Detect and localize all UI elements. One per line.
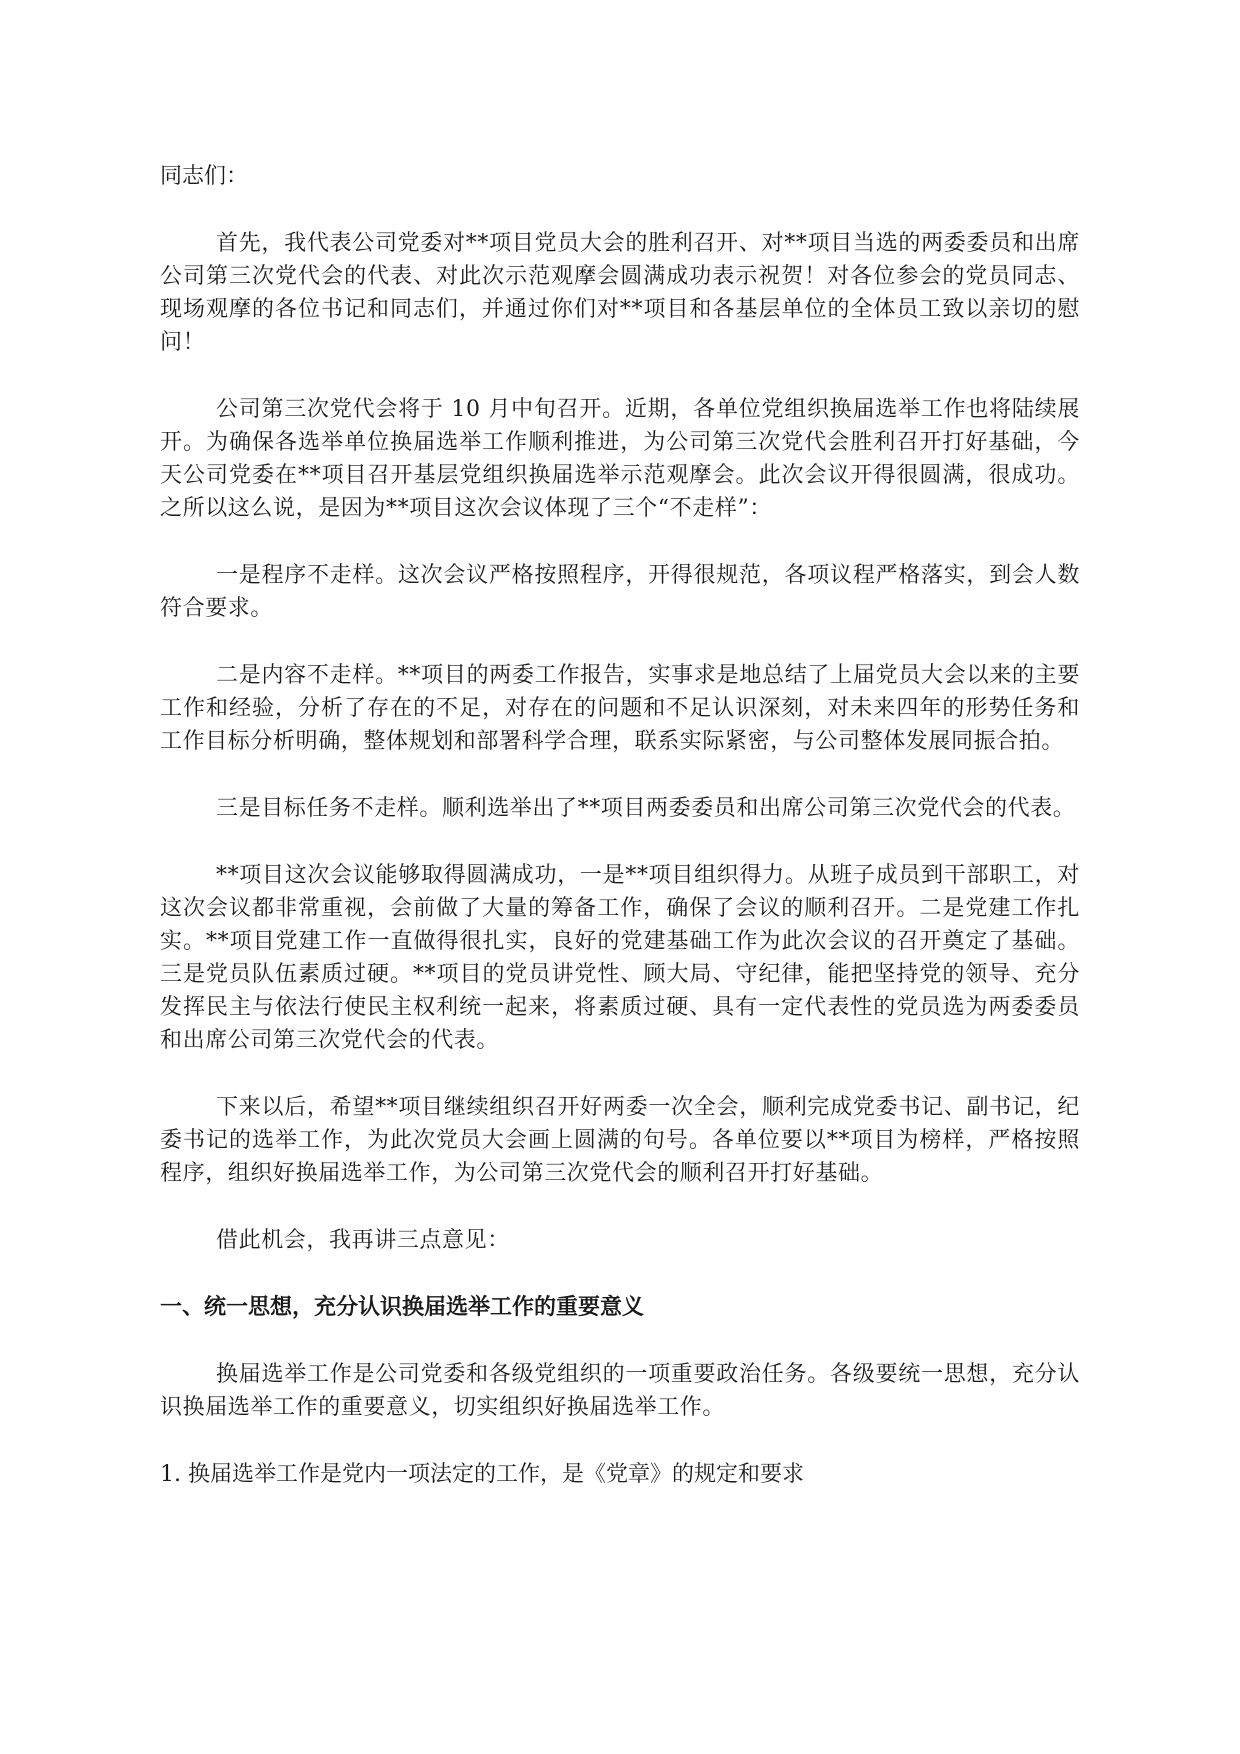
document-body xyxy=(160,160,1080,1491)
section-paragraph: 换届选举工作是公司党委和各级党组织的一项重要政治任务。各级要统一思想，充分认识换届选举工作的重要意义，切实组织好换届选举工作。 xyxy=(160,1362,1080,1420)
salutation: 同志们： xyxy=(160,164,249,189)
paragraph-goals: 三是目标任务不走样。顺利选举出了**项目两委委员和出席公司第三次党代会的代表。 xyxy=(216,796,1076,821)
paragraph-next-steps: 下来以后，希望**项目继续组织召开好两委一次全会，顺利完成党委书记、副书记，纪委书记的选举工作，为此次党员大会画上圆满的句号。各单位要以**项目为榜样，严格按照程序，组织好换届选举工作，为公司第三次党代会的顺利召开打好基础。 xyxy=(160,1095,1080,1186)
paragraph-meeting-background: 公司第三次党代会将于 10 月中旬召开。近期，各单位党组织换届选举工作也将陆续展开。为确保各选举单位换届选举工作顺利推进，为公司第三次党代会胜利召开打好基础，今天公司党委在**项目召开基层党组织换届选举示范观摩会。此次会议开得很圆满，很成功。之所以这么说，是因为**项目这次会议体现了三个“不走样”： xyxy=(160,397,1080,521)
subheading: 1. 换届选举工作是党内一项法定的工作，是《党章》的规定和要求 xyxy=(160,1462,804,1487)
section-heading: 一、统一思想，充分认识换届选举工作的重要意义 xyxy=(160,1295,645,1320)
paragraph-procedure: 一是程序不走样。这次会议严格按照程序，开得很规范，各项议程严格落实，到会人数符合要求。 xyxy=(160,563,1080,621)
paragraph-three-points-intro: 借此机会，我再讲三点意见： xyxy=(216,1228,510,1253)
paragraph-congratulations: 首先，我代表公司党委对**项目党员大会的胜利召开、对**项目当选的两委委员和出席公司第三次党代会的代表、对此次示范观摩会圆满成功表示祝贺！对各位参会的党员同志、现场观摩的各位书记和同志们，并通过你们对**项目和各基层单位的全体员工致以亲切的慰问！ xyxy=(160,231,1080,355)
paragraph-success-reasons: **项目这次会议能够取得圆满成功，一是**项目组织得力。从班子成员到干部职工，对这次会议都非常重视，会前做了大量的筹备工作，确保了会议的顺利召开。二是党建工作扎实。**项目党建工作一直做得很扎实，良好的党建基础工作为此次会议的召开奠定了基础。三是党员队伍素质过硬。**项目的党员讲党性、顾大局、守纪律，能把坚持党的领导、充分发挥民主与依法行使民主权利统一起来，将素质过硬、具有一定代表性的党员选为两委委员和出席公司第三次党代会的代表。 xyxy=(160,863,1080,1053)
paragraph-content: 二是内容不走样。**项目的两委工作报告，实事求是地总结了上届党员大会以来的主要工作和经验，分析了存在的不足，对存在的问题和不足认识深刻，对未来四年的形势任务和工作目标分析明确，整体规划和部署科学合理，联系实际紧密，与公司整体发展同振合拍。 xyxy=(160,663,1080,754)
